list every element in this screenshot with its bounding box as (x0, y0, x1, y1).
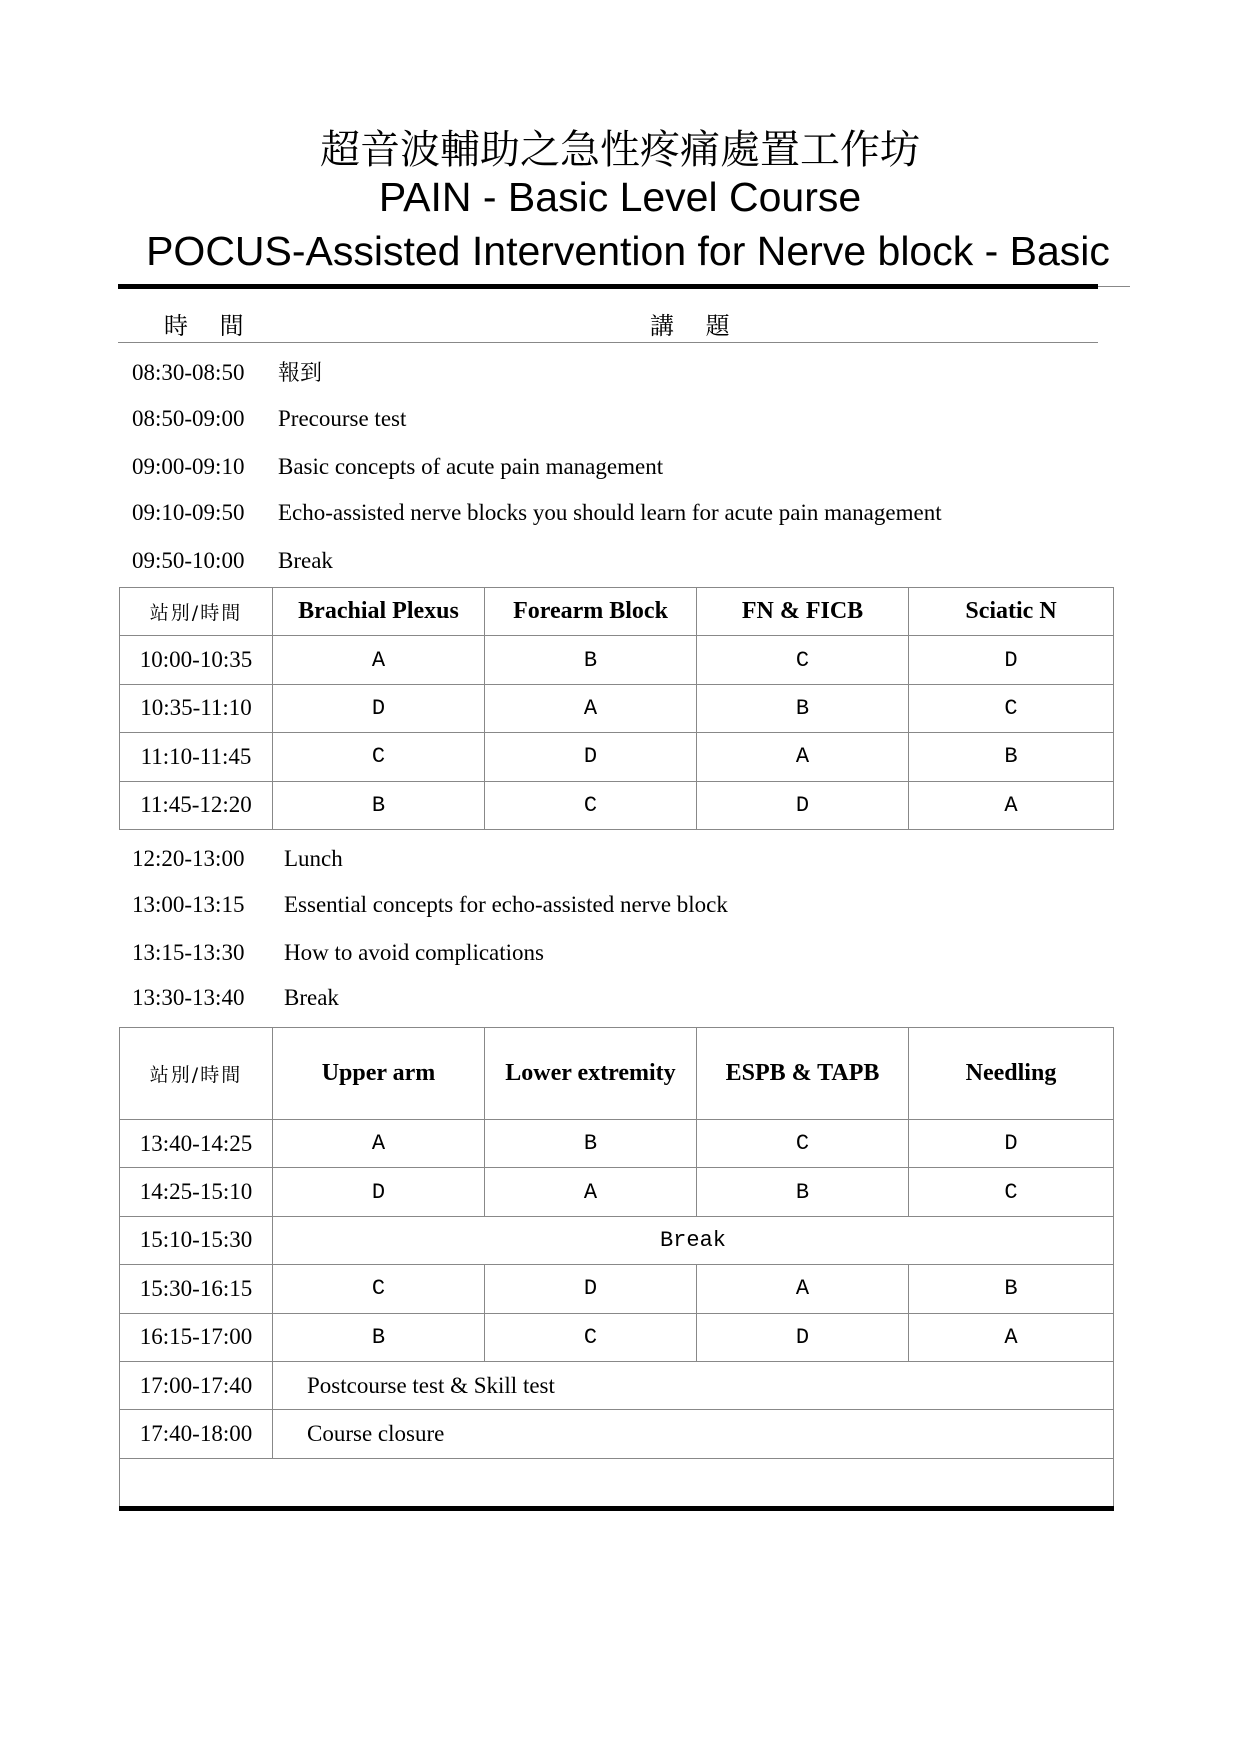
session-time: 09:10-09:50 (132, 500, 245, 525)
table-cell-empty (120, 1458, 1114, 1508)
list-item (132, 406, 406, 432)
title-course-name: POCUS-Assisted Intervention for Nerve block - Basic (146, 228, 1110, 274)
session-topic: 報到 (278, 361, 323, 386)
table-cell: B (697, 684, 909, 732)
table-header-cell: Needling (909, 1028, 1114, 1120)
table-row (120, 1313, 1114, 1361)
table-cell: A (697, 1265, 909, 1313)
station-table-afternoon (119, 1027, 1114, 1508)
table-cell-time: 13:40-14:25 (120, 1120, 273, 1168)
list-item (132, 548, 333, 574)
session-topic: Precourse test (278, 406, 407, 431)
table-header-row (120, 1028, 1114, 1120)
table-cell: D (697, 1313, 909, 1361)
table-header-cell: Upper arm (273, 1028, 485, 1120)
session-topic: Break (284, 985, 339, 1010)
table-cell-time: 11:45-12:20 (120, 781, 273, 829)
station-table-morning (119, 587, 1114, 830)
table-cell-time: 10:35-11:10 (120, 684, 273, 732)
table-cell: A (909, 781, 1114, 829)
list-item (132, 356, 322, 387)
table-cell: C (273, 1265, 485, 1313)
session-time: 13:30-13:40 (132, 985, 245, 1010)
table-cell-time: 16:15-17:00 (120, 1313, 273, 1361)
table-row (120, 1410, 1114, 1458)
session-topic: Essential concepts for echo-assisted nerve block (284, 892, 728, 917)
table-row (120, 781, 1114, 829)
table-row (120, 1265, 1114, 1313)
table-cell-time: 17:40-18:00 (120, 1410, 273, 1458)
table-row (120, 733, 1114, 781)
table-cell: C (697, 1120, 909, 1168)
table-cell-time: 11:10-11:45 (120, 733, 273, 781)
list-item (132, 985, 339, 1011)
table-cell: A (273, 636, 485, 684)
table-row (120, 1120, 1114, 1168)
session-time: 13:00-13:15 (132, 892, 245, 917)
table-cell: D (697, 781, 909, 829)
session-time: 09:00-09:10 (132, 454, 245, 479)
table-header-cell: 站別/時間 (120, 588, 273, 636)
table-cell: B (273, 1313, 485, 1361)
table-cell: C (909, 1168, 1114, 1216)
title-rule-tail (1098, 286, 1130, 287)
table-cell-break: Break (273, 1216, 1114, 1264)
table-cell: D (485, 733, 697, 781)
table-cell: C (485, 1313, 697, 1361)
session-topic: How to avoid complications (284, 940, 544, 965)
table-header-cell: Forearm Block (485, 588, 697, 636)
session-topic: Basic concepts of acute pain management (278, 454, 664, 479)
table-cell: B (909, 1265, 1114, 1313)
table-cell: C (909, 684, 1114, 732)
table-header-cell: Lower extremity (485, 1028, 697, 1120)
title-course-level: PAIN - Basic Level Course (378, 174, 862, 220)
table-cell: C (697, 636, 909, 684)
table-cell-time: 17:00-17:40 (120, 1361, 273, 1409)
list-item (132, 940, 544, 966)
table-cell: B (485, 636, 697, 684)
table-cell-time: 10:00-10:35 (120, 636, 273, 684)
session-time: 13:15-13:30 (132, 940, 245, 965)
table-header-cell: FN & FICB (697, 588, 909, 636)
table-cell-text: Postcourse test & Skill test (273, 1361, 1114, 1409)
list-item (132, 846, 343, 872)
table-cell: B (909, 733, 1114, 781)
session-time: 09:50-10:00 (132, 548, 245, 573)
table-cell: A (909, 1313, 1114, 1361)
table-header-cell: Sciatic N (909, 588, 1114, 636)
table-cell: C (485, 781, 697, 829)
session-topic: Echo-assisted nerve blocks you should learn for acute pain management (278, 500, 942, 525)
table-cell: D (485, 1265, 697, 1313)
session-time: 08:50-09:00 (132, 406, 245, 431)
title-rule (118, 284, 1098, 289)
header-time: 時 間 (164, 312, 256, 340)
session-topic: Break (278, 548, 333, 573)
table-cell: D (909, 1120, 1114, 1168)
bottom-rule (119, 1506, 1114, 1511)
header-rule (118, 342, 1098, 343)
table-cell: B (485, 1120, 697, 1168)
table-cell: D (273, 684, 485, 732)
table-cell: D (909, 636, 1114, 684)
list-item (132, 500, 942, 526)
table-cell-text: Course closure (273, 1410, 1114, 1458)
table-cell: A (697, 733, 909, 781)
table-cell: A (485, 1168, 697, 1216)
table-cell: C (273, 733, 485, 781)
session-time: 12:20-13:00 (132, 846, 245, 871)
table-cell-time: 14:25-15:10 (120, 1168, 273, 1216)
header-topic: 講 題 (650, 312, 742, 340)
table-header-cell: Brachial Plexus (273, 588, 485, 636)
table-header-cell: ESPB & TAPB (697, 1028, 909, 1120)
title-chinese: 超音波輔助之急性疼痛處置工作坊 (320, 127, 920, 173)
session-time: 08:30-08:50 (132, 360, 245, 385)
table-cell: B (273, 781, 485, 829)
table-row (120, 1361, 1114, 1409)
list-item (132, 892, 728, 918)
table-header-cell: 站別/時間 (120, 1028, 273, 1120)
table-row (120, 684, 1114, 732)
table-cell: A (485, 684, 697, 732)
table-header-row (120, 588, 1114, 636)
table-cell: A (273, 1120, 485, 1168)
list-item (132, 454, 663, 480)
table-cell: D (273, 1168, 485, 1216)
table-row-empty (120, 1458, 1114, 1508)
table-row (120, 1216, 1114, 1264)
table-cell-time: 15:10-15:30 (120, 1216, 273, 1264)
table-row (120, 636, 1114, 684)
table-cell-time: 15:30-16:15 (120, 1265, 273, 1313)
table-cell: B (697, 1168, 909, 1216)
table-row (120, 1168, 1114, 1216)
session-topic: Lunch (284, 846, 343, 871)
